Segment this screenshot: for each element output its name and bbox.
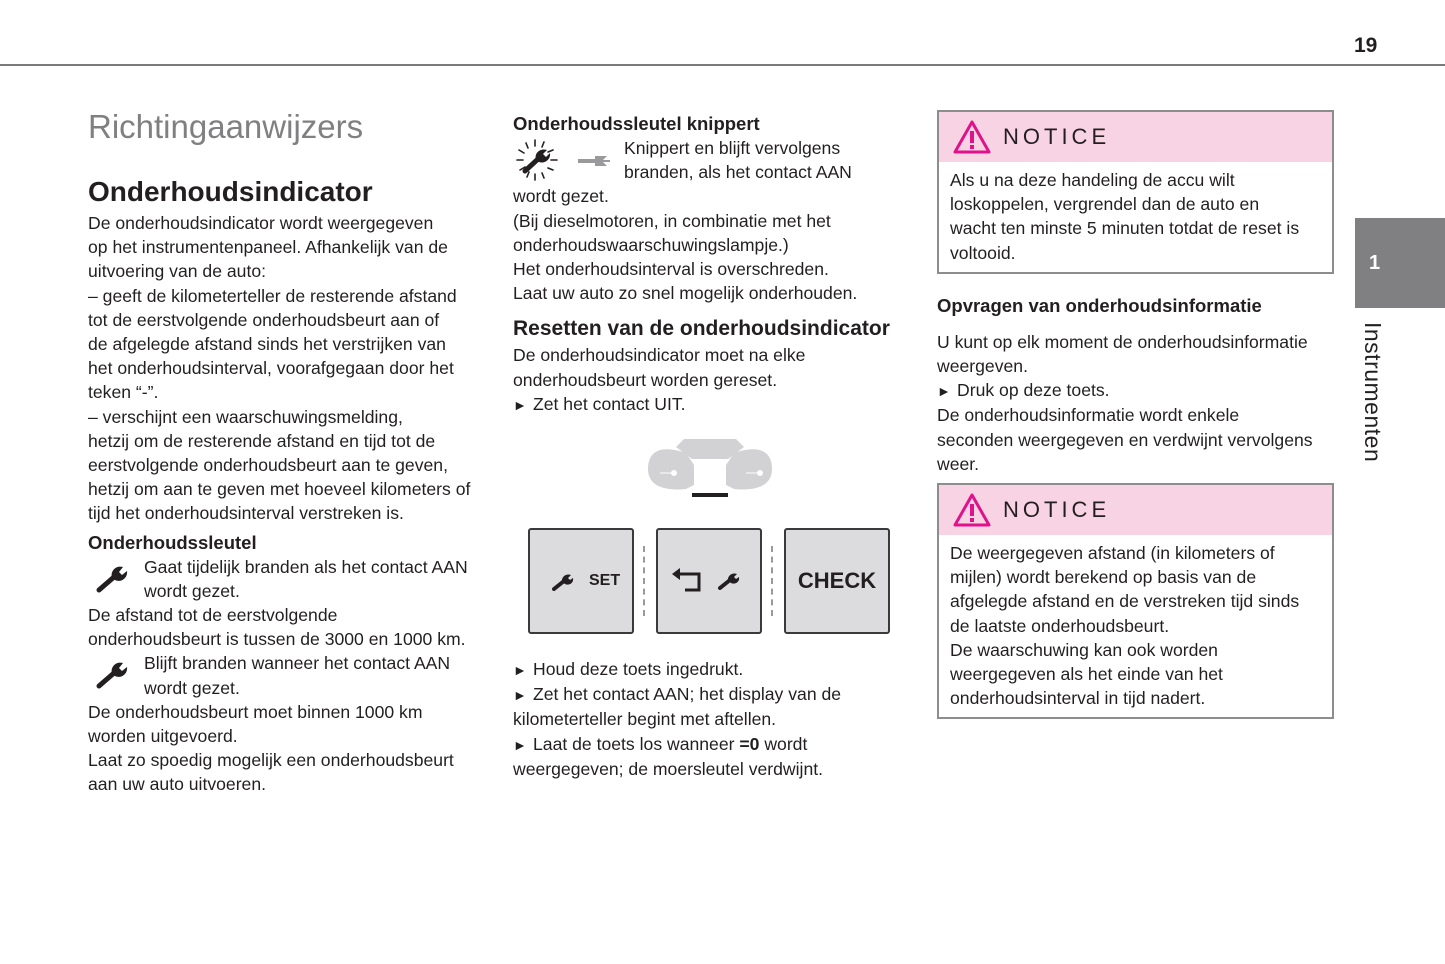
wrench-grey-icon (577, 152, 611, 170)
bullet-arrow-icon: ► (513, 396, 527, 413)
wrench-icon (96, 563, 130, 593)
warning-triangle-icon (952, 492, 992, 528)
wrench-icon (552, 573, 578, 591)
main-heading: Onderhoudsindicator (88, 176, 373, 207)
divider (643, 546, 647, 616)
info-heading: Opvragen van onderhoudsinformatie (937, 294, 1262, 316)
key-steady-item: Blijft branden wanneer het contact AAN wordt gezet. (88, 651, 488, 699)
step-ignition-on: ► Zet het contact AAN; het display van de (513, 684, 842, 705)
step-ignition-off: ► Zet het contact UIT. (513, 392, 913, 417)
notice-title: NOTICE (1003, 497, 1111, 523)
chapter-number: 1 (1369, 252, 1381, 274)
chapter-tab[interactable] (1355, 218, 1445, 308)
right-column: NOTICE Als u na deze handeling de accu wilt loskoppelen, vergrendel dan de auto en wacht ten minste 5 minuten totdat de reset is voltooid. Opvragen van onderhoudsinformatie U kunt op elk moment de onderhoudsinformatie weergeven. ► Druk op deze toets. De onderhoudsinformatie wordt enkele seconden weergegeven en verdwijnt vervolgens weer. NOTICE De weergegeven afstand (in kilometers of mijlen) wordt berekend op basis van de afgelegde afstand en de verstreken tijd sinds de laatste onderhoudsbeurt. De waarschuwing kan ook worden weergegeven als het einde van het onderhoudsinterval in tijd nadert. (937, 110, 1334, 719)
set-label: SET (589, 572, 621, 590)
notice-title: NOTICE (1003, 124, 1111, 149)
key-temp-item: Gaat tijdelijk branden als het contact AAN wordt gezet. (88, 555, 488, 603)
left-column: Richtingaanwijzers Onderhoudsindicator De onderhoudsindicator wordt weergegeven op het instrumentenpaneel. Afhankelijk van de uitvoering van de auto: – geeft de kilometerteller de resterende afstand tot de eerstvolgende onderhoudsbeurt aan of de afgelegde afstand sinds het verstrijken van het onderhoudsinterval, voorafgegaan door het teken “-”. – verschijnt een waarschuwingsmelding, hetzij om de resterende afstand en tijd tot de eerstvolgende onderhoudsbeurt aan te geven, hetzij om aan te geven met hoeveel kilometers of tijd het onderhoudsinterval verstreken is. Onderhoudssleutel Gaat tijdelijk branden als het contact AAN wordt gezet. De afstand tot de eerstvolgende onderhoudsbeurt is tussen de 3000 en 1000 km. Blijft branden wanneer het contact AAN wordt gezet. De onderhoudsbeurt moet binnen 1000 km worden uitgevoerd. Laat zo spoedig mogelijk een onderhoudsbeurt aan uw auto uitvoeren. (88, 105, 488, 797)
reset-heading: Resetten van de onderhoudsindicator (513, 317, 890, 341)
wrench-icon (96, 659, 130, 689)
notice-box-1: NOTICE Als u na deze handeling de accu wilt loskoppelen, vergrendel dan de auto en wacht ten minste 5 minuten totdat de reset is voltooid. (937, 110, 1334, 274)
key-heading: Onderhoudssleutel (88, 531, 257, 553)
check-button[interactable] (784, 528, 890, 634)
reset-illustration (513, 417, 913, 657)
return-arrow-icon (671, 566, 705, 594)
set-button[interactable] (528, 528, 634, 634)
wrench-icon (718, 572, 744, 590)
check-label: CHECK (797, 568, 877, 594)
blink-heading: Onderhoudssleutel knippert (513, 113, 760, 134)
warning-triangle-icon (952, 119, 992, 155)
chapter-label: Instrumenten (1360, 322, 1386, 463)
step-release: ► Laat de toets los wanneer =0 wordt (513, 733, 808, 754)
page-number: 19 (1354, 34, 1378, 57)
step-hold: ► Houd deze toets ingedrukt. (513, 659, 744, 680)
section-title: Richtingaanwijzers (88, 108, 364, 145)
header-rule (0, 64, 1445, 66)
divider (771, 546, 775, 616)
blink-item: Knippert en blijft vervolgens branden, als het contact AAN (513, 136, 913, 184)
blinking-wrench-icon (513, 138, 563, 182)
intro-paragraph: De onderhoudsindicator wordt weergegeven op het instrumentenpaneel. Afhankelijk van de uitvoering van de auto: – geeft de kilometerteller de resterende afstand tot de eerstvolgende onderhoudsbeurt aan of de afgelegde afstand sinds het verstrijken van het onderhoudsinterval, voorafgegaan door het teken “-”. – verschijnt een waarschuwingsmelding, hetzij om de resterende afstand en tijd tot de eerstvolgende onderhoudsbeurt aan te geven, hetzij om aan te geven met hoeveel kilometers of tijd het onderhoudsinterval verstreken is. (88, 213, 471, 524)
back-wrench-button[interactable] (656, 528, 762, 634)
instrument-cluster-icon (646, 435, 774, 505)
notice-box-2: NOTICE De weergegeven afstand (in kilometers of mijlen) wordt berekend op basis van de afgelegde afstand en de verstreken tijd sinds de laatste onderhoudsbeurt. De waarschuwing kan ook worden weergegeven als het einde van het onderhoudsinterval in tijd nadert. (937, 483, 1334, 719)
step-press: ► Druk op deze toets. (937, 380, 1110, 401)
middle-column: Onderhoudssleutel knippert Knippert en blijft vervolgens branden, als het contact AAN wordt gezet. (Bij dieselmotoren, in combinatie met het onderhoudswaarschuwingslampje.) Het onderhoudsinterval is overschreden. Laat uw auto zo snel mogelijk onderhouden. Resetten van de onderhoudsindicator De onderhoudsindicator moet na elke onderhoudsbeurt worden gereset. ► Zet het contact UIT. SET CHECK ► Houd deze toets ingedrukt. ► Zet het contact AAN; het display van de kilometerteller begint met aftellen. ► Laat de toets los wanneer =0 wordt weergegeven; de moersleutel verdwijnt. (513, 112, 913, 781)
